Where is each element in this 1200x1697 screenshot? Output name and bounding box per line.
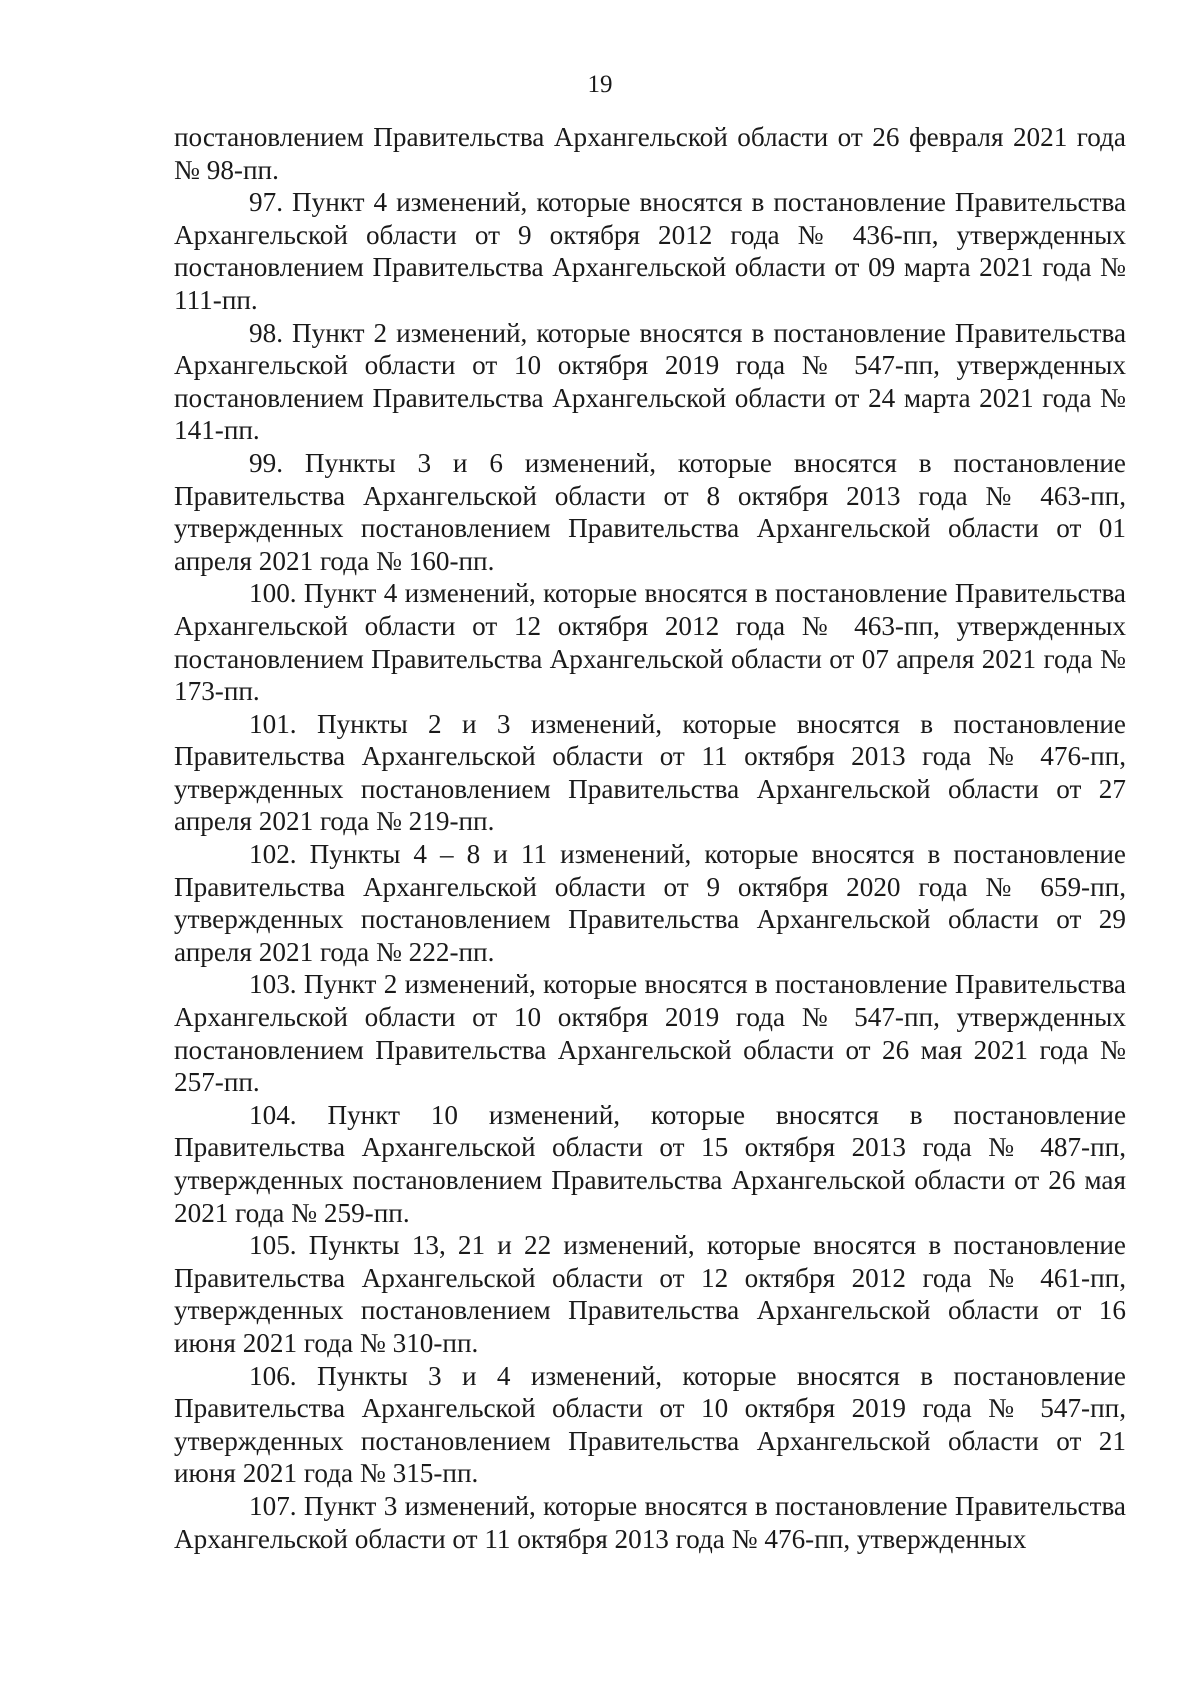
paragraph-101 (174, 708, 1126, 838)
paragraph-107 (174, 1490, 1126, 1555)
paragraph-continuation (174, 121, 1126, 186)
paragraph-103 (174, 968, 1126, 1098)
paragraph-number: 107. (249, 1490, 297, 1521)
paragraph-text: Пункты 13, 21 и 22 изменений, которые вносятся в постановление Правительства Архангельской области от 12 октября 2012 года № 461-пп, утвержденных постановлением Правительства Архангельской области от 16 июня 2021 года № 310-пп. (174, 1230, 1126, 1358)
paragraph-number: 105. (249, 1230, 297, 1261)
paragraph-number: 97. (249, 187, 283, 218)
paragraph-text: Пункты 3 и 6 изменений, которые вносятся в постановление Правительства Архангельской области от 8 октября 2013 года № 463-пп, утвержденных постановлением Правительства Архангельской области от 01 апреля 2021 года № 160-пп. (174, 447, 1126, 576)
paragraph-99 (174, 447, 1126, 577)
paragraph-number: 101. (249, 708, 297, 739)
document-body (174, 121, 1126, 1555)
paragraph-text: Пункт 3 изменений, которые вносятся в постановление Правительства Архангельской области от 11 октября 2013 года № 476-пп, утвержденных (174, 1490, 1127, 1554)
paragraph-number: 102. (249, 839, 297, 870)
paragraph-number: 106. (249, 1360, 297, 1391)
paragraph-106 (174, 1360, 1126, 1490)
paragraph-number: 100. (249, 578, 297, 609)
paragraph-text: Пункт 2 изменений, которые вносятся в постановление Правительства Архангельской области от 10 октября 2019 года № 547-пп, утвержденных постановлением Правительства Архангельской области от 26 мая 2021 года № 257-пп. (174, 969, 1127, 1098)
paragraph-104 (174, 1099, 1126, 1229)
page-number: 19 (587, 71, 613, 98)
paragraph-text: Пункты 3 и 4 изменений, которые вносятся в постановление Правительства Архангельской области от 10 октября 2019 года № 547-пп, утвержденных постановлением Правительства Архангельской области от 21 июня 2021 года № 315-пп. (174, 1360, 1127, 1489)
paragraph-text: Пункты 2 и 3 изменений, которые вносятся в постановление Правительства Архангельской области от 11 октября 2013 года № 476-пп, утвержденных постановлением Правительства Архангельской области от 27 апреля 2021 года № 219-пп. (174, 708, 1127, 837)
paragraph-text: постановлением Правительства Архангельской области от 26 февраля 2021 года № 98-пп. (174, 122, 1126, 185)
paragraph-text: Пункт 2 изменений, которые вносятся в постановление Правительства Архангельской области от 10 октября 2019 года № 547-пп, утвержденных постановлением Правительства Архангельской области от 24 марта 2021 года № 141-пп. (174, 317, 1127, 446)
paragraph-text: Пункт 4 изменений, которые вносятся в постановление Правительства Архангельской области от 12 октября 2012 года № 463-пп, утвержденных постановлением Правительства Архангельской области от 07 апреля 2021 года № 173-пп. (174, 578, 1127, 707)
paragraph-number: 99. (249, 447, 283, 478)
paragraph-number: 104. (249, 1099, 297, 1130)
paragraph-text: Пункт 4 изменений, которые вносятся в постановление Правительства Архангельской области от 9 октября 2012 года № 436-пп, утвержденных постановлением Правительства Архангельской области от 09 марта 2021 года № 111-пп. (174, 187, 1127, 315)
paragraph-97 (174, 186, 1126, 316)
paragraph-98 (174, 317, 1126, 447)
paragraph-text: Пункты 4 – 8 и 11 изменений, которые вносятся в постановление Правительства Архангельской области от 9 октября 2020 года № 659-пп, утвержденных постановлением Правительства Архангельской области от 29 апреля 2021 года № 222-пп. (174, 839, 1126, 967)
paragraph-102 (174, 838, 1126, 968)
paragraph-number: 103. (249, 969, 297, 1000)
paragraph-number: 98. (249, 317, 283, 348)
paragraph-105 (174, 1229, 1126, 1359)
paragraph-100 (174, 577, 1126, 707)
paragraph-text: Пункт 10 изменений, которые вносятся в постановление Правительства Архангельской области от 15 октября 2013 года № 487-пп, утвержденных постановлением Правительства Архангельской области от 26 мая 2021 года № 259-пп. (174, 1099, 1127, 1228)
